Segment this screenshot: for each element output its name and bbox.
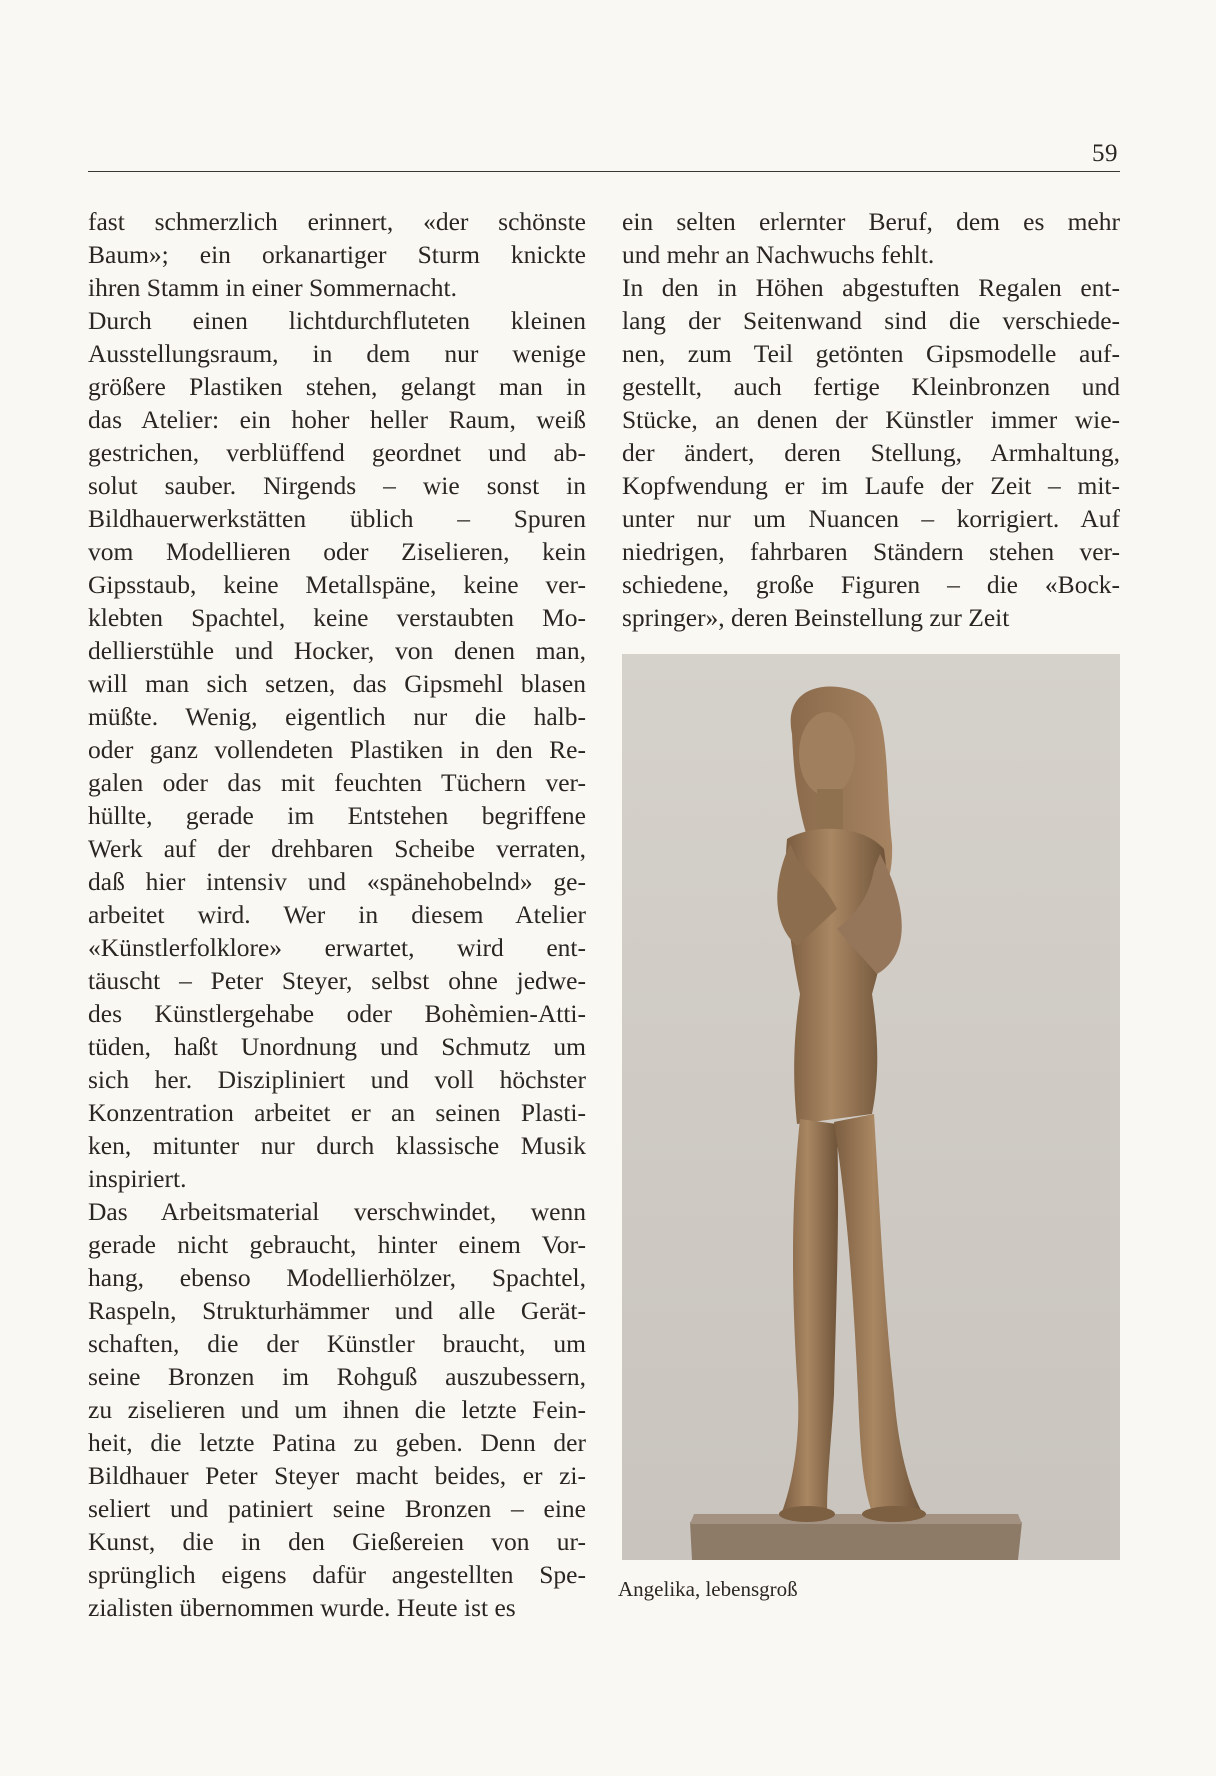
text-line: schaften, die der Künstler braucht, um — [88, 1329, 586, 1358]
text-line: Ausstellungsraum, in dem nur wenige — [88, 339, 586, 368]
paragraph — [622, 205, 1120, 271]
text-line: dellierstühle und Hocker, von denen man, — [88, 636, 586, 665]
left-foot — [779, 1506, 835, 1522]
text-line: müßte. Wenig, eigentlich nur die halb- — [88, 702, 586, 731]
sculpture-photo — [622, 654, 1120, 1560]
text-line: Raspeln, Strukturhämmer und alle Gerät- — [88, 1296, 586, 1325]
text-line: seliert und patiniert seine Bronzen – eine — [88, 1494, 586, 1523]
text-line: tüden, haßt Unordnung und Schmutz um — [88, 1032, 586, 1061]
text-line: unter nur um Nuancen – korrigiert. Auf — [622, 504, 1120, 533]
text-line: Gipsstaub, keine Metallspäne, keine ver- — [88, 570, 586, 599]
bronze-sculpture-illustration — [622, 654, 1120, 1560]
text-line: ihren Stamm in einer Sommernacht. — [88, 273, 457, 302]
text-line: seine Bronzen im Rohguß auszubessern, — [88, 1362, 586, 1391]
text-line: sich her. Diszipliniert und voll höchster — [88, 1065, 586, 1094]
text-line: galen oder das mit feuchten Tüchern ver- — [88, 768, 586, 797]
plinth — [690, 1522, 1022, 1560]
right-foot — [862, 1506, 926, 1522]
text-line: klebten Spachtel, keine verstaubten Mo- — [88, 603, 586, 632]
text-line: In den in Höhen abgestuften Regalen ent- — [622, 273, 1120, 302]
text-line: solut sauber. Nirgends – wie sonst in — [88, 471, 586, 500]
text-line: vom Modellieren oder Ziselieren, kein — [88, 537, 586, 566]
text-line: Bildhauerwerkstätten üblich – Spuren — [88, 504, 586, 533]
figure-caption: Angelika, lebensgroß — [618, 1577, 798, 1601]
paragraph — [88, 1195, 586, 1624]
text-line: des Künstlergehabe oder Bohèmien-Atti- — [88, 999, 586, 1028]
text-line: zu ziselieren und um ihnen die letzte Fein- — [88, 1395, 586, 1424]
text-line: oder ganz vollendeten Plastiken in den Re- — [88, 735, 586, 764]
paragraph — [88, 304, 586, 1195]
plinth-top — [690, 1514, 1022, 1524]
text-line: Baum»; ein orkanartiger Sturm knickte — [88, 240, 586, 269]
text-line: Durch einen lichtdurchfluteten kleinen — [88, 306, 586, 335]
text-line: arbeitet wird. Wer in diesem Atelier — [88, 900, 586, 929]
text-line: ein selten erlernter Beruf, dem es mehr — [622, 207, 1120, 236]
text-line: Stücke, an denen der Künstler immer wie- — [622, 405, 1120, 434]
paragraph — [622, 271, 1120, 634]
text-line: springer», deren Beinstellung zur Zeit — [622, 603, 1010, 632]
left-column — [88, 205, 586, 1624]
text-line: heit, die letzte Patina zu geben. Denn der — [88, 1428, 586, 1457]
text-line: will man sich setzen, das Gipsmehl blasen — [88, 669, 586, 698]
right-column — [622, 205, 1120, 634]
text-line: inspiriert. — [88, 1164, 187, 1193]
text-line: Kunst, die in den Gießereien von ur- — [88, 1527, 586, 1556]
paragraph — [88, 205, 586, 304]
left-leg — [782, 1119, 838, 1512]
header-rule — [88, 171, 1120, 172]
neck — [817, 789, 843, 829]
text-line: zialisten übernommen wurde. Heute ist es — [88, 1593, 516, 1622]
page-number: 59 — [1092, 140, 1118, 167]
text-line: nen, zum Teil getönten Gipsmodelle auf- — [622, 339, 1120, 368]
text-line: schiedene, große Figuren – die «Bock- — [622, 570, 1120, 599]
text-line: Das Arbeitsmaterial verschwindet, wenn — [88, 1197, 586, 1226]
text-line: gestrichen, verblüffend geordnet und ab- — [88, 438, 586, 467]
text-line: daß hier intensiv und «spänehobelnd» ge- — [88, 867, 586, 896]
text-line: gerade nicht gebraucht, hinter einem Vor- — [88, 1230, 586, 1259]
text-line: Kopfwendung er im Laufe der Zeit – mit- — [622, 471, 1120, 500]
text-line: ken, mitunter nur durch klassische Musik — [88, 1131, 586, 1160]
text-line: Werk auf der drehbaren Scheibe verraten, — [88, 834, 586, 863]
text-line: Bildhauer Peter Steyer macht beides, er zi- — [88, 1461, 586, 1490]
text-line: hang, ebenso Modellierhölzer, Spachtel, — [88, 1263, 586, 1292]
head — [799, 712, 855, 796]
text-line: und mehr an Nachwuchs fehlt. — [622, 240, 935, 269]
text-line: sprünglich eigens dafür angestellten Spe- — [88, 1560, 586, 1589]
text-line: hüllte, gerade im Entstehen begriffene — [88, 801, 586, 830]
text-line: Konzentration arbeitet er an seinen Plasti- — [88, 1098, 586, 1127]
text-line: das Atelier: ein hoher heller Raum, weiß — [88, 405, 586, 434]
text-line: fast schmerzlich erinnert, «der schönste — [88, 207, 586, 236]
text-line: «Künstlerfolklore» erwartet, wird ent- — [88, 933, 586, 962]
text-line: täuscht – Peter Steyer, selbst ohne jedwe- — [88, 966, 586, 995]
text-line: der ändert, deren Stellung, Armhaltung, — [622, 438, 1120, 467]
text-line: niedrigen, fahrbaren Ständern stehen ver- — [622, 537, 1120, 566]
text-line: gestellt, auch fertige Kleinbronzen und — [622, 372, 1120, 401]
right-leg — [834, 1114, 922, 1512]
text-line: lang der Seitenwand sind die verschiede- — [622, 306, 1120, 335]
text-line: größere Plastiken stehen, gelangt man in — [88, 372, 586, 401]
